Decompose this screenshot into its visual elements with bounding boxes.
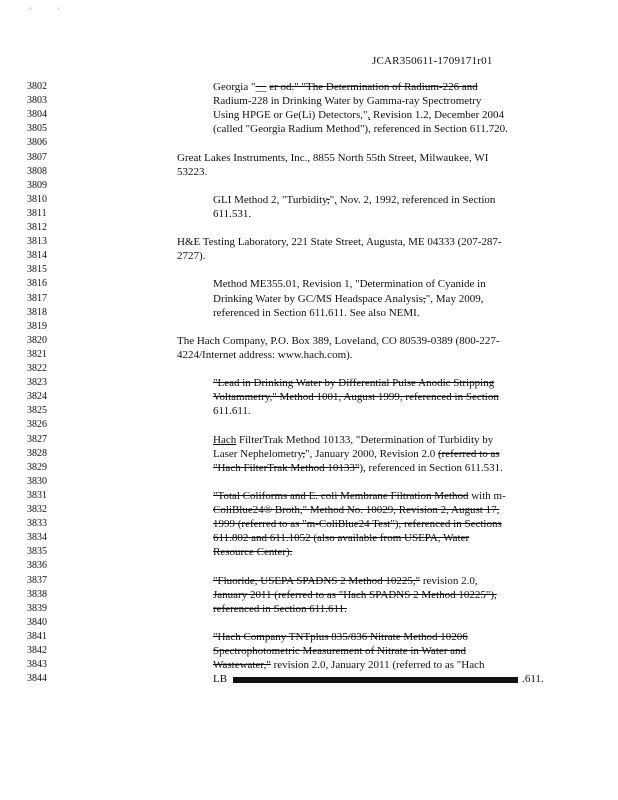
document-line	[0, 180, 618, 194]
inserted-text: ,	[309, 447, 313, 460]
line-text	[213, 673, 544, 685]
line-number: 3817	[27, 292, 47, 304]
line-text	[177, 250, 205, 262]
text-segment: May 2009,	[433, 292, 484, 305]
document-line	[0, 405, 618, 419]
line-number: 3838	[27, 588, 47, 600]
document-line	[0, 222, 618, 236]
line-text	[213, 603, 347, 615]
line-text	[177, 335, 500, 347]
line-number: 3806	[27, 137, 47, 149]
document-line	[0, 194, 618, 208]
text-segment: Method ME355.01, Revision 1, "Determination of Cyanide in	[213, 278, 486, 291]
text-segment: .611.	[522, 673, 544, 686]
struck-text: __	[255, 81, 267, 93]
line-number: 3833	[27, 518, 47, 530]
line-number: 3829	[27, 461, 47, 473]
document-line	[0, 208, 618, 222]
text-segment: GLI Method 2, "Turbidity	[213, 193, 327, 206]
line-number: 3815	[27, 264, 47, 276]
struck-text: ,	[327, 193, 330, 206]
document-line	[0, 659, 618, 673]
line-text	[213, 377, 494, 389]
line-text	[213, 405, 251, 417]
document-line	[0, 109, 618, 123]
line-text	[213, 546, 292, 558]
text-segment: 2727).	[177, 250, 206, 263]
document-line	[0, 476, 618, 490]
text-segment: Nov. 2, 1992, referenced in Section	[337, 193, 496, 206]
text-segment: referenced in Section 611.611. See also NEMI.	[213, 306, 420, 319]
text-segment: Georgia "	[213, 81, 256, 93]
struck-text: Voltammetry," Method 1001, August 1999, referenced in Section	[213, 391, 499, 404]
line-number: 3819	[27, 320, 47, 332]
line-text	[213, 208, 251, 220]
document-line	[0, 462, 618, 476]
struck-text: 611.802 and 611.1052 (also available from USEPA, Water	[213, 532, 470, 545]
document-line	[0, 589, 618, 603]
line-text	[213, 123, 508, 135]
line-number: 3811	[27, 207, 47, 219]
inserted-text: ,	[334, 193, 337, 206]
line-text	[213, 194, 495, 206]
redaction-bar	[233, 677, 518, 683]
line-number: 3830	[27, 475, 47, 487]
line-number: 3823	[27, 377, 47, 389]
line-text	[213, 462, 503, 474]
line-number: 3813	[27, 236, 47, 248]
document-line	[0, 166, 618, 180]
struck-text: Spectrophotometric Measurement of Nitrate in Water and	[213, 645, 467, 657]
document-line	[0, 278, 618, 292]
document-line	[0, 631, 618, 645]
line-text	[213, 532, 469, 544]
text-segment: "	[329, 193, 335, 206]
line-text	[213, 109, 504, 121]
text-segment: (called "Georgia Radium Method"), referenced in Section 611.720.	[213, 123, 508, 136]
struck-text: "Total Coliforms and E. coli Membrane Filtration Method	[213, 489, 469, 502]
inserted-text: Hach	[213, 433, 237, 446]
line-text	[213, 278, 486, 290]
line-text	[213, 448, 500, 460]
document-id: JCAR350611-1709171r01	[372, 55, 493, 67]
line-text	[213, 293, 483, 305]
struck-text: January 2011 (referred to as "Hach SPADNS 2 Method 10225"),	[213, 588, 497, 601]
line-number: 3822	[27, 363, 47, 374]
line-text	[213, 645, 466, 657]
line-number: 3841	[27, 630, 47, 642]
document-line	[0, 349, 618, 363]
text-segment: revision 2.0, January 2011 (referred to as "Hach	[270, 659, 485, 672]
line-number: 3804	[27, 109, 47, 121]
inserted-text: ,	[367, 109, 371, 122]
scan-mark: '	[58, 6, 60, 16]
document-line	[0, 81, 618, 95]
document-line	[0, 490, 618, 504]
line-number: 3840	[27, 616, 47, 628]
document-line	[0, 293, 618, 307]
line-number: 3834	[27, 532, 47, 544]
line-text	[213, 589, 497, 601]
document-line	[0, 419, 618, 433]
struck-text: Wastewater,"	[213, 659, 271, 672]
text-segment: FilterTrak Method 10133, "Determination of Turbidity by	[236, 433, 494, 446]
document-line	[0, 264, 618, 278]
document-line	[0, 123, 618, 137]
struck-text: "Hach Company TNTplus 835/836 Nitrate Method 10206	[213, 630, 468, 643]
text-segment: "	[425, 292, 431, 305]
struck-text: "The Determination of Radium-226 and	[298, 81, 478, 93]
document-line	[0, 377, 618, 391]
line-number: 3810	[27, 193, 47, 205]
struck-text: ,	[302, 447, 306, 460]
line-text	[177, 166, 207, 178]
struck-text: "Lead in Drinking Water by Differential Pulse Anodic Stripping	[213, 377, 495, 390]
line-number: 3827	[27, 433, 47, 445]
document-line	[0, 152, 618, 166]
line-number: 3825	[27, 405, 47, 417]
struck-text: ColiBlue24® Broth," Method No. 10029, Revision 2, August 17,	[213, 504, 500, 516]
line-text	[213, 504, 499, 516]
line-text	[213, 518, 502, 530]
line-text	[213, 307, 420, 319]
line-number: 3835	[27, 546, 47, 558]
document-line	[0, 448, 618, 462]
line-number: 3839	[27, 602, 47, 614]
text-segment: H&E Testing Laboratory, 221 State Street, Augusta, ME 04333 (207-287-	[177, 236, 502, 249]
text-segment: 4224/Internet address: www.hach.com).	[177, 348, 353, 361]
document-line	[0, 673, 618, 687]
line-text	[213, 391, 499, 403]
text-segment: Radium-228 in Drinking Water by Gamma-ray Spectrometry	[213, 95, 482, 108]
line-number: 3821	[27, 348, 47, 360]
document-line	[0, 560, 618, 574]
line-number: 3824	[27, 391, 47, 403]
line-text	[213, 659, 484, 671]
text-segment: Great Lakes Instruments, Inc., 8855 North 55th Street, Milwaukee, WI	[177, 151, 489, 164]
text-segment: ), referenced in Section 611.531.	[359, 461, 503, 474]
document-line	[0, 645, 618, 659]
text-segment: "	[305, 447, 310, 460]
struck-text: (referred to as	[437, 447, 500, 460]
line-number: 3805	[27, 123, 47, 135]
line-text	[213, 434, 493, 446]
line-text	[213, 81, 478, 93]
struck-text: ,	[423, 292, 426, 305]
document-line	[0, 137, 618, 151]
line-text	[213, 95, 481, 107]
text-segment: revision 2.0,	[420, 574, 478, 587]
line-number: 3831	[27, 489, 47, 501]
struck-text: "Fluoride, USEPA SPADNS 2 Method 10225,"	[213, 574, 421, 587]
struck-text: Resource Center).	[213, 546, 293, 559]
line-number: 3816	[27, 278, 47, 290]
line-number: 3814	[27, 250, 47, 262]
text-segment: LB	[213, 673, 228, 686]
line-number: 3826	[27, 419, 47, 431]
document-line	[0, 307, 618, 321]
document-line	[0, 391, 618, 405]
text-segment: 611.531.	[213, 207, 252, 220]
line-number: 3818	[27, 306, 47, 318]
document-line	[0, 617, 618, 631]
line-text	[177, 152, 488, 164]
document-line	[0, 546, 618, 560]
line-number: 3803	[27, 95, 47, 107]
text-segment: The Hach Company, P.O. Box 389, Loveland, CO 80539-0389 (800-227-	[177, 334, 500, 347]
struck-text: referenced in Section 611.611.	[213, 602, 347, 615]
line-number: 3820	[27, 334, 47, 346]
document-line	[0, 575, 618, 589]
line-text	[177, 349, 353, 361]
text-segment: January 2000, Revision 2.0	[312, 447, 438, 460]
line-number: 3844	[27, 673, 47, 685]
line-number: 3802	[27, 81, 47, 92]
line-number: 3828	[27, 447, 47, 459]
line-number: 3809	[27, 179, 47, 191]
inserted-text: ,	[430, 292, 434, 305]
line-number: 3832	[27, 504, 47, 515]
line-number: 3808	[27, 165, 47, 177]
document-line	[0, 236, 618, 250]
document-line	[0, 321, 618, 335]
document-line	[0, 250, 618, 264]
text-segment: Using HPGE or Ge(Li) Detectors,"	[213, 109, 368, 122]
document-line	[0, 363, 618, 377]
document-line	[0, 518, 618, 532]
text-segment: 611.611.	[213, 405, 251, 418]
text-segment: Drinking Water by GC/MS Headspace Analysis	[213, 292, 424, 305]
text-segment: 53223.	[177, 165, 208, 178]
line-number: 3807	[27, 151, 47, 163]
document-line	[0, 335, 618, 349]
document-line	[0, 532, 618, 546]
text-segment: Laser Nephelometry	[213, 447, 303, 460]
text-segment: Revision 1.2, December 2004	[370, 109, 505, 122]
line-number: 3842	[27, 645, 47, 656]
line-number: 3843	[27, 659, 47, 671]
line-text	[177, 236, 502, 248]
line-number: 3836	[27, 560, 47, 572]
document-line	[0, 434, 618, 448]
scan-mark: '	[30, 6, 32, 16]
document-line	[0, 95, 618, 109]
struck-text: "Hach FilterTrak Method 10133"	[213, 461, 360, 474]
line-text	[213, 575, 478, 587]
struck-text: 1999 (referred to as "m-ColiBlue24 Test"), referenced in Sections	[213, 518, 502, 531]
line-text	[213, 631, 468, 643]
line-number: 3837	[27, 574, 47, 586]
struck-text: er od."	[269, 81, 299, 93]
document-line	[0, 504, 618, 518]
document-line	[0, 603, 618, 617]
text-segment: with m-	[468, 489, 506, 502]
line-text	[213, 490, 506, 502]
line-number: 3812	[27, 222, 47, 233]
